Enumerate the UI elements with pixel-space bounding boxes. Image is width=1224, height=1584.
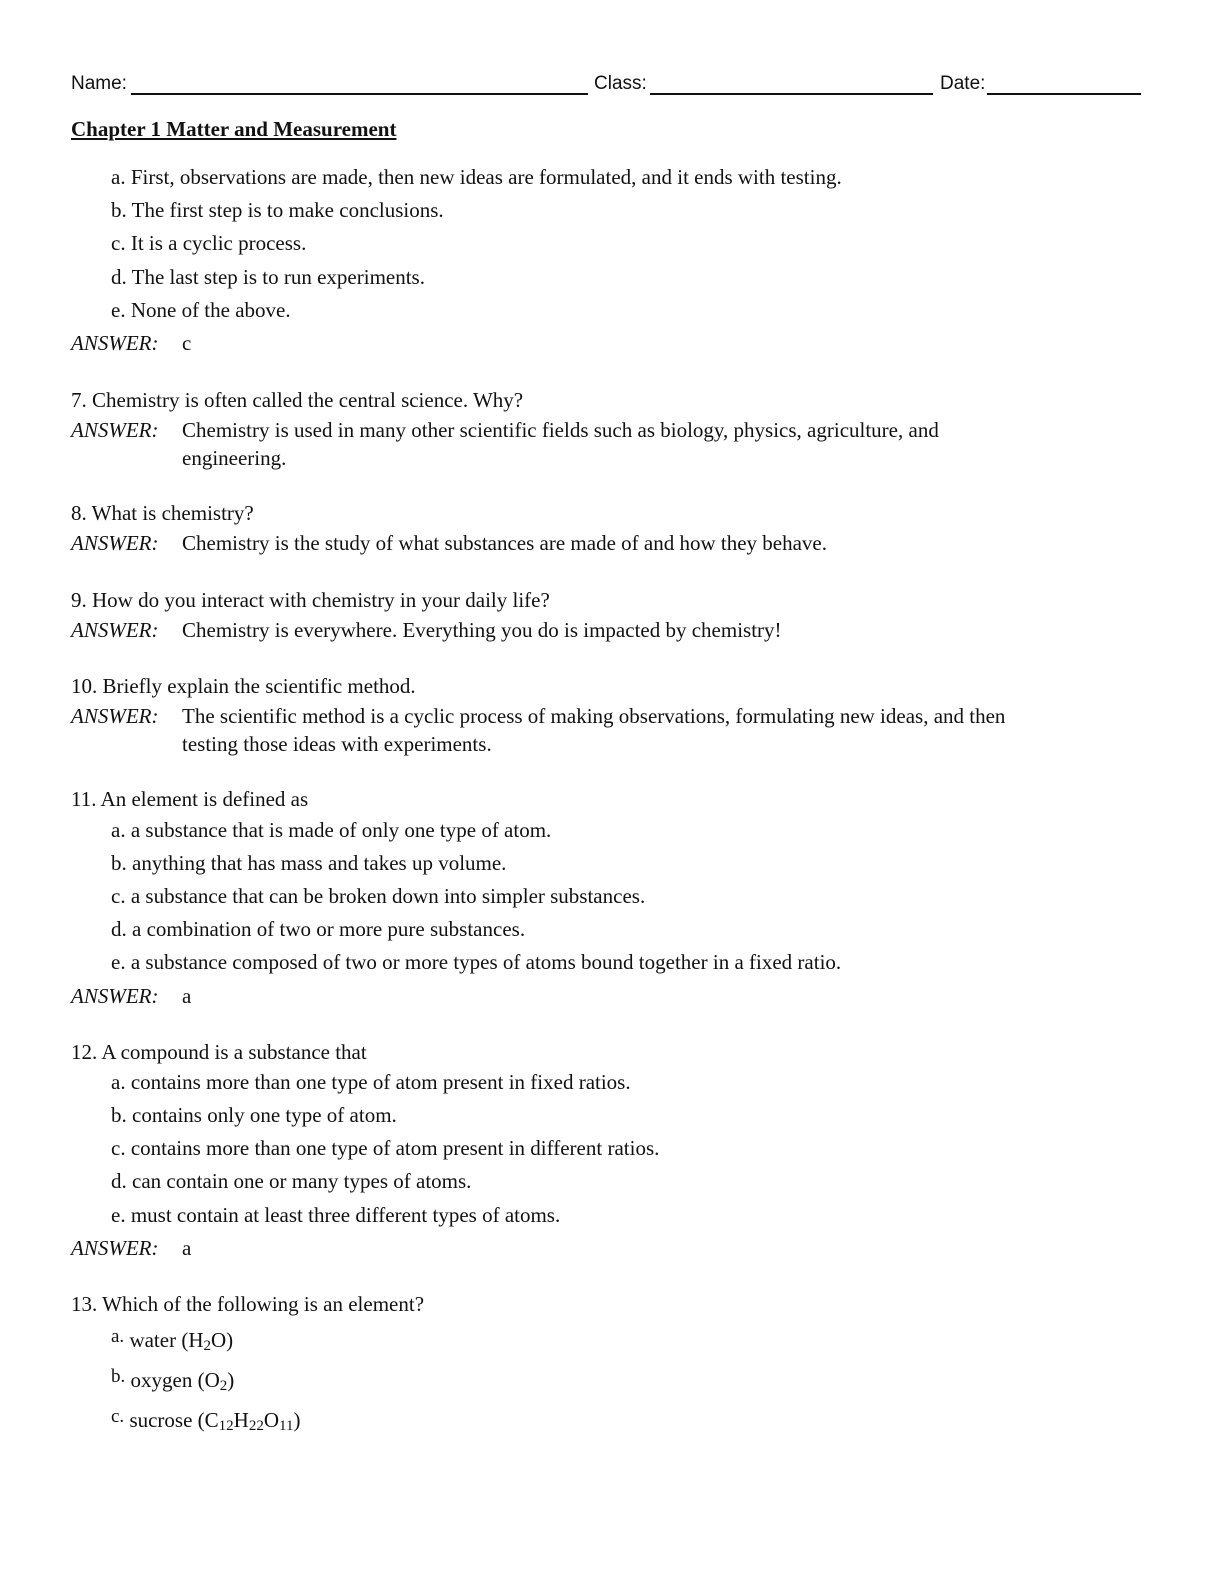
q10-answer-line1: The scientific method is a cyclic process of making observations, formulating new ideas, and then bbox=[182, 704, 1006, 728]
page-title: Chapter 1 Matter and Measurement bbox=[71, 117, 397, 141]
q7-question: 7. Chemistry is often called the central science. Why? bbox=[71, 388, 524, 412]
q11-option-c: c. a substance that can be broken down into simpler substances. bbox=[111, 884, 646, 908]
q6-option-b: b. The first step is to make conclusions. bbox=[111, 198, 444, 222]
q11-answer: a bbox=[182, 984, 192, 1008]
q6-option-d: d. The last step is to run experiments. bbox=[111, 265, 425, 289]
q7-answer-line1: Chemistry is used in many other scientific fields such as biology, physics, agriculture, and bbox=[182, 418, 939, 442]
q12-option-a: a. contains more than one type of atom present in fixed ratios. bbox=[111, 1070, 631, 1094]
q10-answer-line2: testing those ideas with experiments. bbox=[182, 732, 492, 756]
q8-question: 8. What is chemistry? bbox=[71, 501, 254, 525]
q11-option-a: a. a substance that is made of only one type of atom. bbox=[111, 818, 552, 842]
q13-question: 13. Which of the following is an element? bbox=[71, 1292, 425, 1316]
name-label: Name: bbox=[71, 73, 127, 94]
q7-answer-label: ANSWER: bbox=[71, 418, 159, 442]
q12-option-b: b. contains only one type of atom. bbox=[111, 1103, 397, 1127]
q11-option-d: d. a combination of two or more pure substances. bbox=[111, 917, 526, 941]
q11-answer-label: ANSWER: bbox=[71, 984, 159, 1008]
q10-question: 10. Briefly explain the scientific method. bbox=[71, 674, 416, 698]
date-blank-line[interactable] bbox=[987, 93, 1141, 95]
q12-question: 12. A compound is a substance that bbox=[71, 1040, 367, 1064]
q13-option-c: c. sucrose $(C_{12}H_{22}O_{11})$ bbox=[111, 1406, 301, 1434]
q10-answer-label: ANSWER: bbox=[71, 704, 159, 728]
q6-option-e: e. None of the above. bbox=[111, 298, 291, 322]
q12-option-d: d. can contain one or many types of atoms. bbox=[111, 1169, 472, 1193]
q11-question: 11. An element is defined as bbox=[71, 787, 309, 811]
q12-option-c: c. contains more than one type of atom present in different ratios. bbox=[111, 1136, 660, 1160]
q6-answer: c bbox=[182, 331, 192, 355]
q9-answer: Chemistry is everywhere. Everything you do is impacted by chemistry! bbox=[182, 618, 782, 642]
q6-option-a: a. First, observations are made, then new ideas are formulated, and it ends with testing. bbox=[111, 165, 842, 189]
q11-option-e: e. a substance composed of two or more types of atoms bound together in a fixed ratio. bbox=[111, 950, 842, 974]
class-label: Class: bbox=[594, 73, 647, 94]
q7-answer-line2: engineering. bbox=[182, 446, 287, 470]
q12-option-e: e. must contain at least three different types of atoms. bbox=[111, 1203, 561, 1227]
q13-option-a: a. water $(H_2O)$ bbox=[111, 1326, 234, 1354]
q12-answer: a bbox=[182, 1236, 192, 1260]
q9-answer-label: ANSWER: bbox=[71, 618, 159, 642]
q8-answer: Chemistry is the study of what substances are made of and how they behave. bbox=[182, 531, 828, 555]
date-label: Date: bbox=[940, 73, 986, 94]
name-blank-line[interactable] bbox=[131, 93, 588, 95]
q11-option-b: b. anything that has mass and takes up volume. bbox=[111, 851, 507, 875]
q12-answer-label: ANSWER: bbox=[71, 1236, 159, 1260]
q8-answer-label: ANSWER: bbox=[71, 531, 159, 555]
q9-question: 9. How do you interact with chemistry in your daily life? bbox=[71, 588, 550, 612]
q6-answer-label: ANSWER: bbox=[71, 331, 159, 355]
q6-option-c: c. It is a cyclic process. bbox=[111, 231, 307, 255]
class-blank-line[interactable] bbox=[650, 93, 933, 95]
q13-option-b: b. oxygen $(O_2)$ bbox=[111, 1366, 235, 1394]
